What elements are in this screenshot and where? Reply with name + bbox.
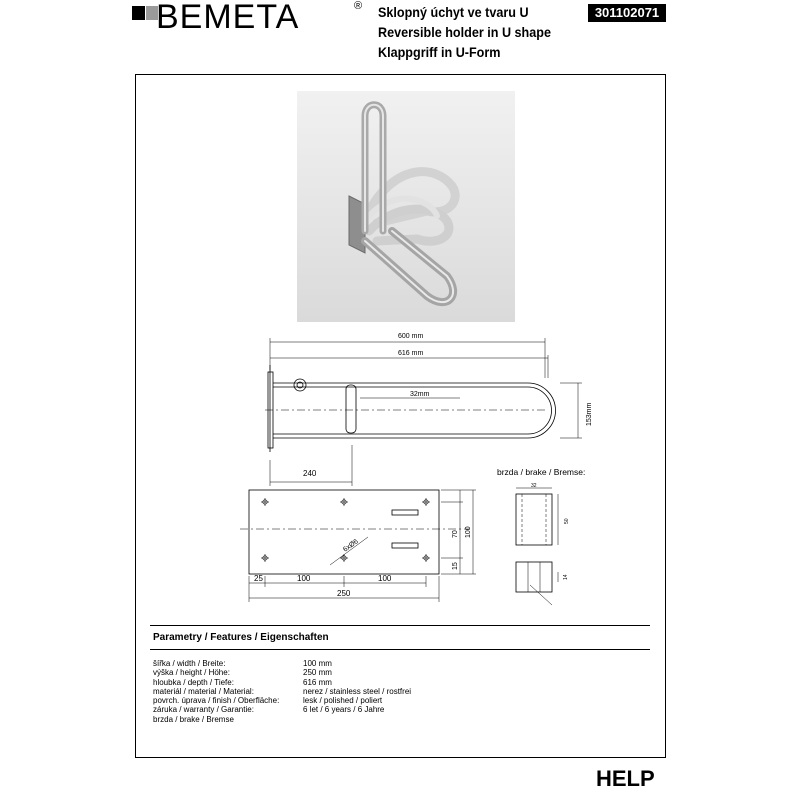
feature-value: 100 mm [303, 659, 332, 668]
brake-detail-bottom [516, 562, 558, 605]
features-title: Parametry / Features / Eigenschaften [153, 632, 329, 643]
dim-100-right: 100 [378, 574, 392, 583]
features-labels [153, 659, 279, 724]
dim-32: 32mm [410, 391, 430, 398]
dim-250: 250 [337, 589, 351, 598]
title-de: Klappgriff in U-Form [378, 44, 501, 60]
feature-label: povrch. úprava / finish / Oberfläche: [153, 696, 280, 706]
dim-25: 25 [254, 574, 263, 583]
dim-100-vertical: 100 [465, 526, 472, 538]
series-name: HELP [596, 766, 655, 791]
wall-plate-view [240, 490, 470, 574]
feature-label: brzda / brake / Bremse [153, 714, 234, 724]
dim-100-left: 100 [297, 574, 311, 583]
feature-value: 6 let / 6 years / 6 Jahre [303, 705, 385, 715]
logo-registered-mark: ® [354, 0, 363, 12]
title-cz: Sklopný úchyt ve tvaru U [378, 4, 529, 20]
feature-label: výška / height / Höhe: [153, 668, 230, 678]
features-values [303, 659, 411, 715]
brake-dim-32: 32 [531, 483, 537, 489]
product-code: 301102071 [588, 4, 666, 22]
brake-label: brzda / brake / Bremse: [497, 467, 586, 477]
feature-value: 250 mm [303, 668, 332, 678]
features-rule-top [150, 625, 650, 626]
feature-label: materiál / material / Material: [153, 686, 254, 696]
brake-dim-50: 50 [564, 518, 570, 524]
features-rule-bottom [150, 649, 650, 650]
brake-dim-14: 14 [563, 574, 569, 580]
logo-text: BEMETA [156, 0, 300, 36]
holes-label: 6xØ6 [342, 538, 360, 554]
dim-70: 70 [452, 530, 459, 538]
dim-240: 240 [303, 469, 317, 478]
dim-616: 616 mm [398, 350, 424, 357]
feature-label: šířka / width / Breite: [153, 659, 226, 668]
feature-value: 616 mm [303, 677, 332, 687]
feature-value: lesk / polished / poliert [303, 696, 383, 706]
feature-label: hloubka / depth / Tiefe: [153, 677, 234, 687]
feature-value: nerez / stainless steel / rostfrei [303, 686, 412, 696]
dim-15: 15 [452, 562, 459, 570]
handle-side-view [265, 365, 555, 452]
dim-600: 600 mm [398, 333, 424, 340]
brake-detail-top [516, 488, 558, 545]
title-en: Reversible holder in U shape [378, 24, 551, 40]
dim-153: 153mm [586, 402, 593, 426]
feature-label: záruka / warranty / Garantie: [153, 705, 254, 715]
